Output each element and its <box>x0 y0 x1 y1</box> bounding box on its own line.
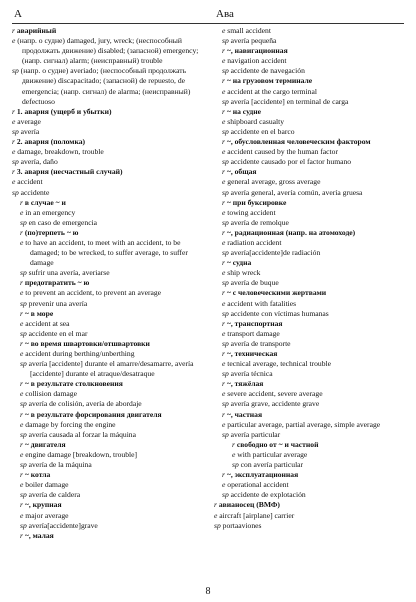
entry-text: accidente con víctimas humanas <box>230 308 329 318</box>
dictionary-entry <box>214 440 404 450</box>
dictionary-entry <box>12 157 202 167</box>
dictionary-entry <box>214 470 404 480</box>
language-marker: sp <box>214 520 221 530</box>
page-number: 8 <box>205 586 211 597</box>
dictionary-entry <box>12 218 202 228</box>
dictionary-entry <box>12 309 202 319</box>
language-marker: e <box>222 328 226 338</box>
language-marker: sp <box>222 248 229 258</box>
language-marker: sp <box>20 460 27 470</box>
language-marker: r <box>20 439 23 449</box>
dictionary-entry <box>214 500 404 510</box>
dictionary-entry <box>214 430 404 440</box>
language-marker: e <box>222 177 226 187</box>
language-marker: e <box>20 510 24 520</box>
language-marker: e <box>222 56 226 66</box>
dictionary-entry <box>214 177 404 187</box>
columns <box>12 26 404 541</box>
language-marker: e <box>12 177 16 187</box>
language-marker: sp <box>20 520 27 530</box>
entry-text: accident at sea <box>25 318 70 328</box>
entry-text: accidente de explotación <box>230 490 306 500</box>
dictionary-entry <box>214 258 404 268</box>
language-marker: e <box>222 359 226 369</box>
dictionary-entry <box>12 450 202 460</box>
dictionary-entry <box>214 319 404 329</box>
dictionary-entry <box>12 470 202 480</box>
language-marker: r <box>20 278 23 288</box>
entry-text: 1. авария (ущерб и убытки) <box>16 106 112 116</box>
entry-text: accidente en el barco <box>230 126 295 136</box>
language-marker: r <box>222 197 225 207</box>
entry-text: авианосец (ВМФ) <box>218 500 280 510</box>
entry-text: damage by forcing the engine <box>25 419 116 429</box>
dictionary-entry <box>214 66 404 76</box>
dictionary-entry <box>214 339 404 349</box>
dictionary-entry <box>12 319 202 329</box>
language-marker: r <box>222 46 225 56</box>
entry-text: collision damage <box>25 389 77 399</box>
entry-text: tecnical average, technical trouble <box>227 359 332 369</box>
dictionary-entry <box>12 339 202 349</box>
language-marker: e <box>20 207 24 217</box>
dictionary-entry <box>214 107 404 117</box>
dictionary-entry <box>214 26 404 36</box>
entry-text: ~, эксплуатационная <box>226 470 299 480</box>
language-marker: r <box>20 530 23 540</box>
dictionary-entry <box>214 369 404 379</box>
entry-text: (напр. о судне) averiado; (неспособный продолжать движение) discapacitado; (запасной) de repuesto, de emergencia; (напр. сигнал) de alarma; (неисправный) defectuoso <box>20 66 191 106</box>
entry-text: avería [accidente] durante el amarre/desamarre, avería [accidente] durante el atraque/desatraque <box>28 359 194 379</box>
language-marker: r <box>232 439 235 449</box>
language-marker: e <box>20 419 24 429</box>
language-marker: e <box>222 419 226 429</box>
entry-text: portaaviones <box>222 520 262 530</box>
dictionary-entry <box>12 278 202 288</box>
language-marker: r <box>20 500 23 510</box>
entry-text: average <box>17 116 41 126</box>
entry-text: accident with fatalities <box>227 298 297 308</box>
language-marker: e <box>20 449 24 459</box>
dictionary-entry <box>214 46 404 56</box>
dictionary-entry <box>214 480 404 490</box>
dictionary-entry <box>12 500 202 510</box>
language-marker: sp <box>20 490 27 500</box>
entry-text: ~ в результате форсирования двигателя <box>24 409 162 419</box>
dictionary-entry <box>214 157 404 167</box>
dictionary-entry <box>12 521 202 531</box>
language-marker: r <box>222 470 225 480</box>
entry-text: avería particular <box>230 429 281 439</box>
dictionary-entry <box>214 420 404 430</box>
language-marker: sp <box>222 66 229 76</box>
dictionary-entry <box>214 410 404 420</box>
dictionary-entry <box>214 329 404 339</box>
language-marker: e <box>222 86 226 96</box>
entry-text: ~, навигационная <box>226 46 288 56</box>
dictionary-entry <box>214 188 404 198</box>
language-marker: r <box>222 258 225 268</box>
entry-text: radiation accident <box>227 237 282 247</box>
entry-text: (напр. о судне) damaged, jury, wreck; (неспособный продолжать движение) disabled; (запасной) emergency; (напр. сигнал) alarm; (неисправный) trouble <box>17 36 199 66</box>
dictionary-entry <box>12 299 202 309</box>
language-marker: e <box>20 480 24 490</box>
language-marker: r <box>222 167 225 177</box>
language-marker: r <box>214 500 217 510</box>
language-marker: sp <box>20 429 27 439</box>
entry-text: avería general, avería común, avería gruesa <box>230 187 363 197</box>
dictionary-entry <box>214 87 404 97</box>
language-marker: r <box>222 288 225 298</box>
entry-text: ~, транспортная <box>226 318 283 328</box>
header-rule <box>12 23 404 24</box>
dictionary-entry <box>12 147 202 157</box>
entry-text: avería grave, accidente grave <box>230 399 320 409</box>
entry-text: ~ котла <box>24 470 51 480</box>
language-marker: sp <box>222 338 229 348</box>
dictionary-entry <box>214 198 404 208</box>
language-marker: r <box>12 26 15 35</box>
left-column <box>12 26 202 541</box>
entry-text: transport damage <box>227 328 280 338</box>
entry-text: accidente <box>20 187 50 197</box>
dictionary-entry <box>12 511 202 521</box>
dictionary-entry <box>12 198 202 208</box>
language-marker: e <box>12 116 16 126</box>
language-marker: r <box>12 106 15 116</box>
entry-text: aircraft [airplane] carrier <box>219 510 295 520</box>
entry-text: avería[accidente]de radiación <box>230 248 321 258</box>
dictionary-entry <box>12 329 202 339</box>
language-marker: r <box>20 308 23 318</box>
entry-text: ~ с человеческими жертвами <box>226 288 327 298</box>
entry-text: ~ двигателя <box>24 439 66 449</box>
entry-text: boiler damage <box>25 480 69 490</box>
dictionary-entry <box>12 188 202 198</box>
header-letter: А <box>14 8 22 20</box>
header-guide-word: Ава <box>216 8 234 20</box>
dictionary-entry <box>214 450 404 460</box>
language-marker: sp <box>222 369 229 379</box>
entry-text: ~, малая <box>24 530 54 540</box>
entry-text: navigation accident <box>227 56 287 66</box>
entry-text: operational accident <box>227 480 289 490</box>
dictionary-entry <box>12 399 202 409</box>
dictionary-entry <box>214 288 404 298</box>
language-marker: sp <box>232 460 239 470</box>
language-marker: r <box>20 338 23 348</box>
entry-text: avería de caldera <box>28 490 81 500</box>
dictionary-entry <box>214 218 404 228</box>
entry-text: to prevent an accident, to prevent an average <box>25 288 162 298</box>
dictionary-entry <box>12 379 202 389</box>
entry-text: ~ на грузовом терминале <box>226 76 313 86</box>
entry-text: avería técnica <box>230 369 273 379</box>
entry-text: avería, daño <box>20 157 58 167</box>
language-marker: r <box>222 379 225 389</box>
dictionary-entry <box>214 117 404 127</box>
language-marker: e <box>20 318 24 328</box>
language-marker: sp <box>20 399 27 409</box>
language-marker: r <box>222 106 225 116</box>
entry-text: to have an accident, to meet with an accident, to be damaged; to be wrecked, to suffer average, to suffer damage <box>25 237 188 268</box>
language-marker: e <box>222 147 226 157</box>
dictionary-entry <box>12 208 202 218</box>
dictionary-entry <box>12 228 202 238</box>
language-marker: r <box>20 470 23 480</box>
dictionary-entry <box>214 238 404 248</box>
entry-text: ~, техническая <box>226 349 278 358</box>
dictionary-entry <box>214 359 404 369</box>
language-marker: r <box>222 137 225 147</box>
dictionary-entry <box>214 56 404 66</box>
language-marker: e <box>222 298 226 308</box>
language-marker: e <box>214 510 218 520</box>
entry-text: avería <box>20 126 40 136</box>
language-marker: e <box>20 349 24 358</box>
entry-text: accident at the cargo terminal <box>227 86 317 96</box>
entry-text: damage, breakdown, trouble <box>17 147 104 157</box>
language-marker: sp <box>222 217 229 227</box>
dictionary-entry <box>12 268 202 278</box>
language-marker: sp <box>12 157 19 167</box>
dictionary-entry <box>214 36 404 46</box>
language-marker: sp <box>222 399 229 409</box>
entry-text: avería de buque <box>230 278 279 288</box>
language-marker: r <box>20 409 23 419</box>
dictionary-entry <box>12 117 202 127</box>
language-marker: e <box>222 116 226 126</box>
entry-text: avería [accidente] en terminal de carga <box>230 96 349 106</box>
dictionary-entry <box>214 97 404 107</box>
language-marker: sp <box>222 278 229 288</box>
language-marker: e <box>20 237 24 247</box>
dictionary-entry <box>12 349 202 359</box>
entry-text: avería de la máquina <box>28 460 92 470</box>
dictionary-entry <box>214 268 404 278</box>
dictionary-entry <box>214 248 404 258</box>
entry-text: shipboard casualty <box>227 116 285 126</box>
entry-text: ~, тяжёлая <box>226 379 264 389</box>
dictionary-entry <box>214 399 404 409</box>
entry-text: avería causada al forzar la máquina <box>28 429 136 439</box>
language-marker: r <box>222 76 225 86</box>
entry-text: avería pequeña <box>230 36 277 46</box>
entry-text: in an emergency <box>25 207 76 217</box>
entry-text: engine damage [breakdown, trouble] <box>25 449 138 459</box>
dictionary-entry <box>12 420 202 430</box>
dictionary-entry <box>12 359 202 379</box>
entry-text: (по)терпеть ~ ю <box>24 227 79 237</box>
entry-text: accidente causado por el factor humano <box>230 157 352 167</box>
language-marker: e <box>12 36 16 46</box>
dictionary-entry <box>12 36 202 66</box>
dictionary-entry <box>12 288 202 298</box>
dictionary-entry <box>12 480 202 490</box>
dictionary-entry <box>214 147 404 157</box>
entry-text: particular average, partial average, simple average <box>227 419 381 429</box>
dictionary-entry <box>214 490 404 500</box>
dictionary-entry <box>12 127 202 137</box>
dictionary-entry <box>214 521 404 531</box>
dictionary-entry <box>214 228 404 238</box>
entry-text: accident <box>17 177 43 187</box>
language-marker: sp <box>20 298 27 308</box>
language-marker: e <box>222 237 226 247</box>
language-marker: sp <box>222 429 229 439</box>
language-marker: e <box>12 147 16 157</box>
entry-text: sufrir una avería, averiarse <box>28 268 110 278</box>
dictionary-entry <box>214 511 404 521</box>
entry-text: accidente en el mar <box>28 328 88 338</box>
entry-text: ~ при буксировке <box>226 197 287 207</box>
language-marker: e <box>222 26 226 35</box>
entry-text: ~, обусловленная человеческим фактором <box>226 137 371 147</box>
language-marker: r <box>20 379 23 389</box>
language-marker: e <box>222 480 226 490</box>
entry-text: ship wreck <box>227 268 261 278</box>
language-marker: sp <box>20 328 27 338</box>
entry-text: accident during berthing/unberthing <box>25 349 135 358</box>
entry-text: avería de remolque <box>230 217 289 227</box>
dictionary-entry <box>12 177 202 187</box>
language-marker: e <box>232 449 236 459</box>
language-marker: sp <box>222 36 229 46</box>
language-marker: sp <box>222 126 229 136</box>
dictionary-entry <box>214 278 404 288</box>
entry-text: with particular average <box>237 449 308 459</box>
language-marker: sp <box>222 187 229 197</box>
dictionary-entry <box>214 127 404 137</box>
dictionary-entry <box>12 531 202 541</box>
entry-text: ~ в результате столкновения <box>24 379 123 389</box>
language-marker: r <box>12 167 15 177</box>
dictionary-entry <box>214 167 404 177</box>
language-marker: sp <box>222 490 229 500</box>
entry-text: аварийный <box>16 26 57 35</box>
language-marker: sp <box>222 157 229 167</box>
dictionary-entry <box>12 167 202 177</box>
dictionary-entry <box>214 460 404 470</box>
entry-text: 2. авария (поломка) <box>16 137 86 147</box>
entry-text: ~ во время швартовки/отшвартовки <box>24 338 150 348</box>
dictionary-entry <box>12 430 202 440</box>
entry-text: ~, общая <box>226 167 257 177</box>
entry-text: small accident <box>227 26 271 35</box>
entry-text: accidente de navegación <box>230 66 305 76</box>
language-marker: r <box>222 227 225 237</box>
language-marker: e <box>222 268 226 278</box>
entry-text: major average <box>25 510 69 520</box>
entry-text: ~ на судне <box>226 106 261 116</box>
language-marker: sp <box>12 66 19 76</box>
dictionary-entry <box>214 379 404 389</box>
language-marker: sp <box>20 268 27 278</box>
entry-text: con avería particular <box>240 460 304 470</box>
entry-text: ~, крупная <box>24 500 62 510</box>
dictionary-entry <box>12 389 202 399</box>
language-marker: r <box>222 349 225 358</box>
entry-text: ~ в море <box>24 308 54 318</box>
dictionary-entry <box>12 137 202 147</box>
dictionary-entry <box>12 440 202 450</box>
page-header <box>12 6 404 20</box>
language-marker: sp <box>20 359 27 369</box>
dictionary-entry <box>214 389 404 399</box>
entry-text: general average, gross average <box>227 177 321 187</box>
language-marker: r <box>20 227 23 237</box>
language-marker: sp <box>222 308 229 318</box>
entry-text: accident caused by the human factor <box>227 147 338 157</box>
language-marker: r <box>20 197 23 207</box>
dictionary-entry <box>12 490 202 500</box>
entry-text: ~, частная <box>226 409 263 419</box>
language-marker: e <box>20 288 24 298</box>
entry-text: свободно от ~ и частной <box>236 439 319 449</box>
entry-text: prevenir una avería <box>28 298 88 308</box>
language-marker: r <box>12 137 15 147</box>
language-marker: e <box>222 207 226 217</box>
dictionary-entry <box>12 238 202 268</box>
entry-text: предотвратить ~ ю <box>24 278 90 288</box>
dictionary-entry <box>214 76 404 86</box>
entry-text: ~ судна <box>226 258 252 268</box>
entry-text: в случае ~ и <box>24 197 66 207</box>
language-marker: sp <box>12 187 19 197</box>
dictionary-entry <box>12 26 202 36</box>
language-marker: sp <box>222 96 229 106</box>
dictionary-entry <box>12 460 202 470</box>
entry-text: avería de colisión, avería de abordaje <box>28 399 142 409</box>
language-marker: r <box>222 409 225 419</box>
dictionary-entry <box>214 137 404 147</box>
entry-text: avería de transporte <box>230 338 291 348</box>
language-marker: e <box>222 389 226 399</box>
language-marker: sp <box>12 126 19 136</box>
dictionary-entry <box>12 410 202 420</box>
language-marker: e <box>20 389 24 399</box>
entry-text: towing accident <box>227 207 276 217</box>
dictionary-entry <box>214 349 404 359</box>
dictionary-entry <box>12 66 202 106</box>
entry-text: 3. авария (несчастный случай) <box>16 167 123 177</box>
entry-text: ~, радиационная (напр. на атомоходе) <box>226 227 356 237</box>
dictionary-entry <box>214 208 404 218</box>
dictionary-entry <box>214 299 404 309</box>
dictionary-entry <box>12 107 202 117</box>
language-marker: r <box>222 318 225 328</box>
entry-text: en caso de emergencia <box>28 217 98 227</box>
entry-text: severe accident, severe average <box>227 389 323 399</box>
language-marker: sp <box>20 217 27 227</box>
right-column <box>214 26 404 541</box>
dictionary-entry <box>214 309 404 319</box>
entry-text: avería[accidente]grave <box>28 520 98 530</box>
